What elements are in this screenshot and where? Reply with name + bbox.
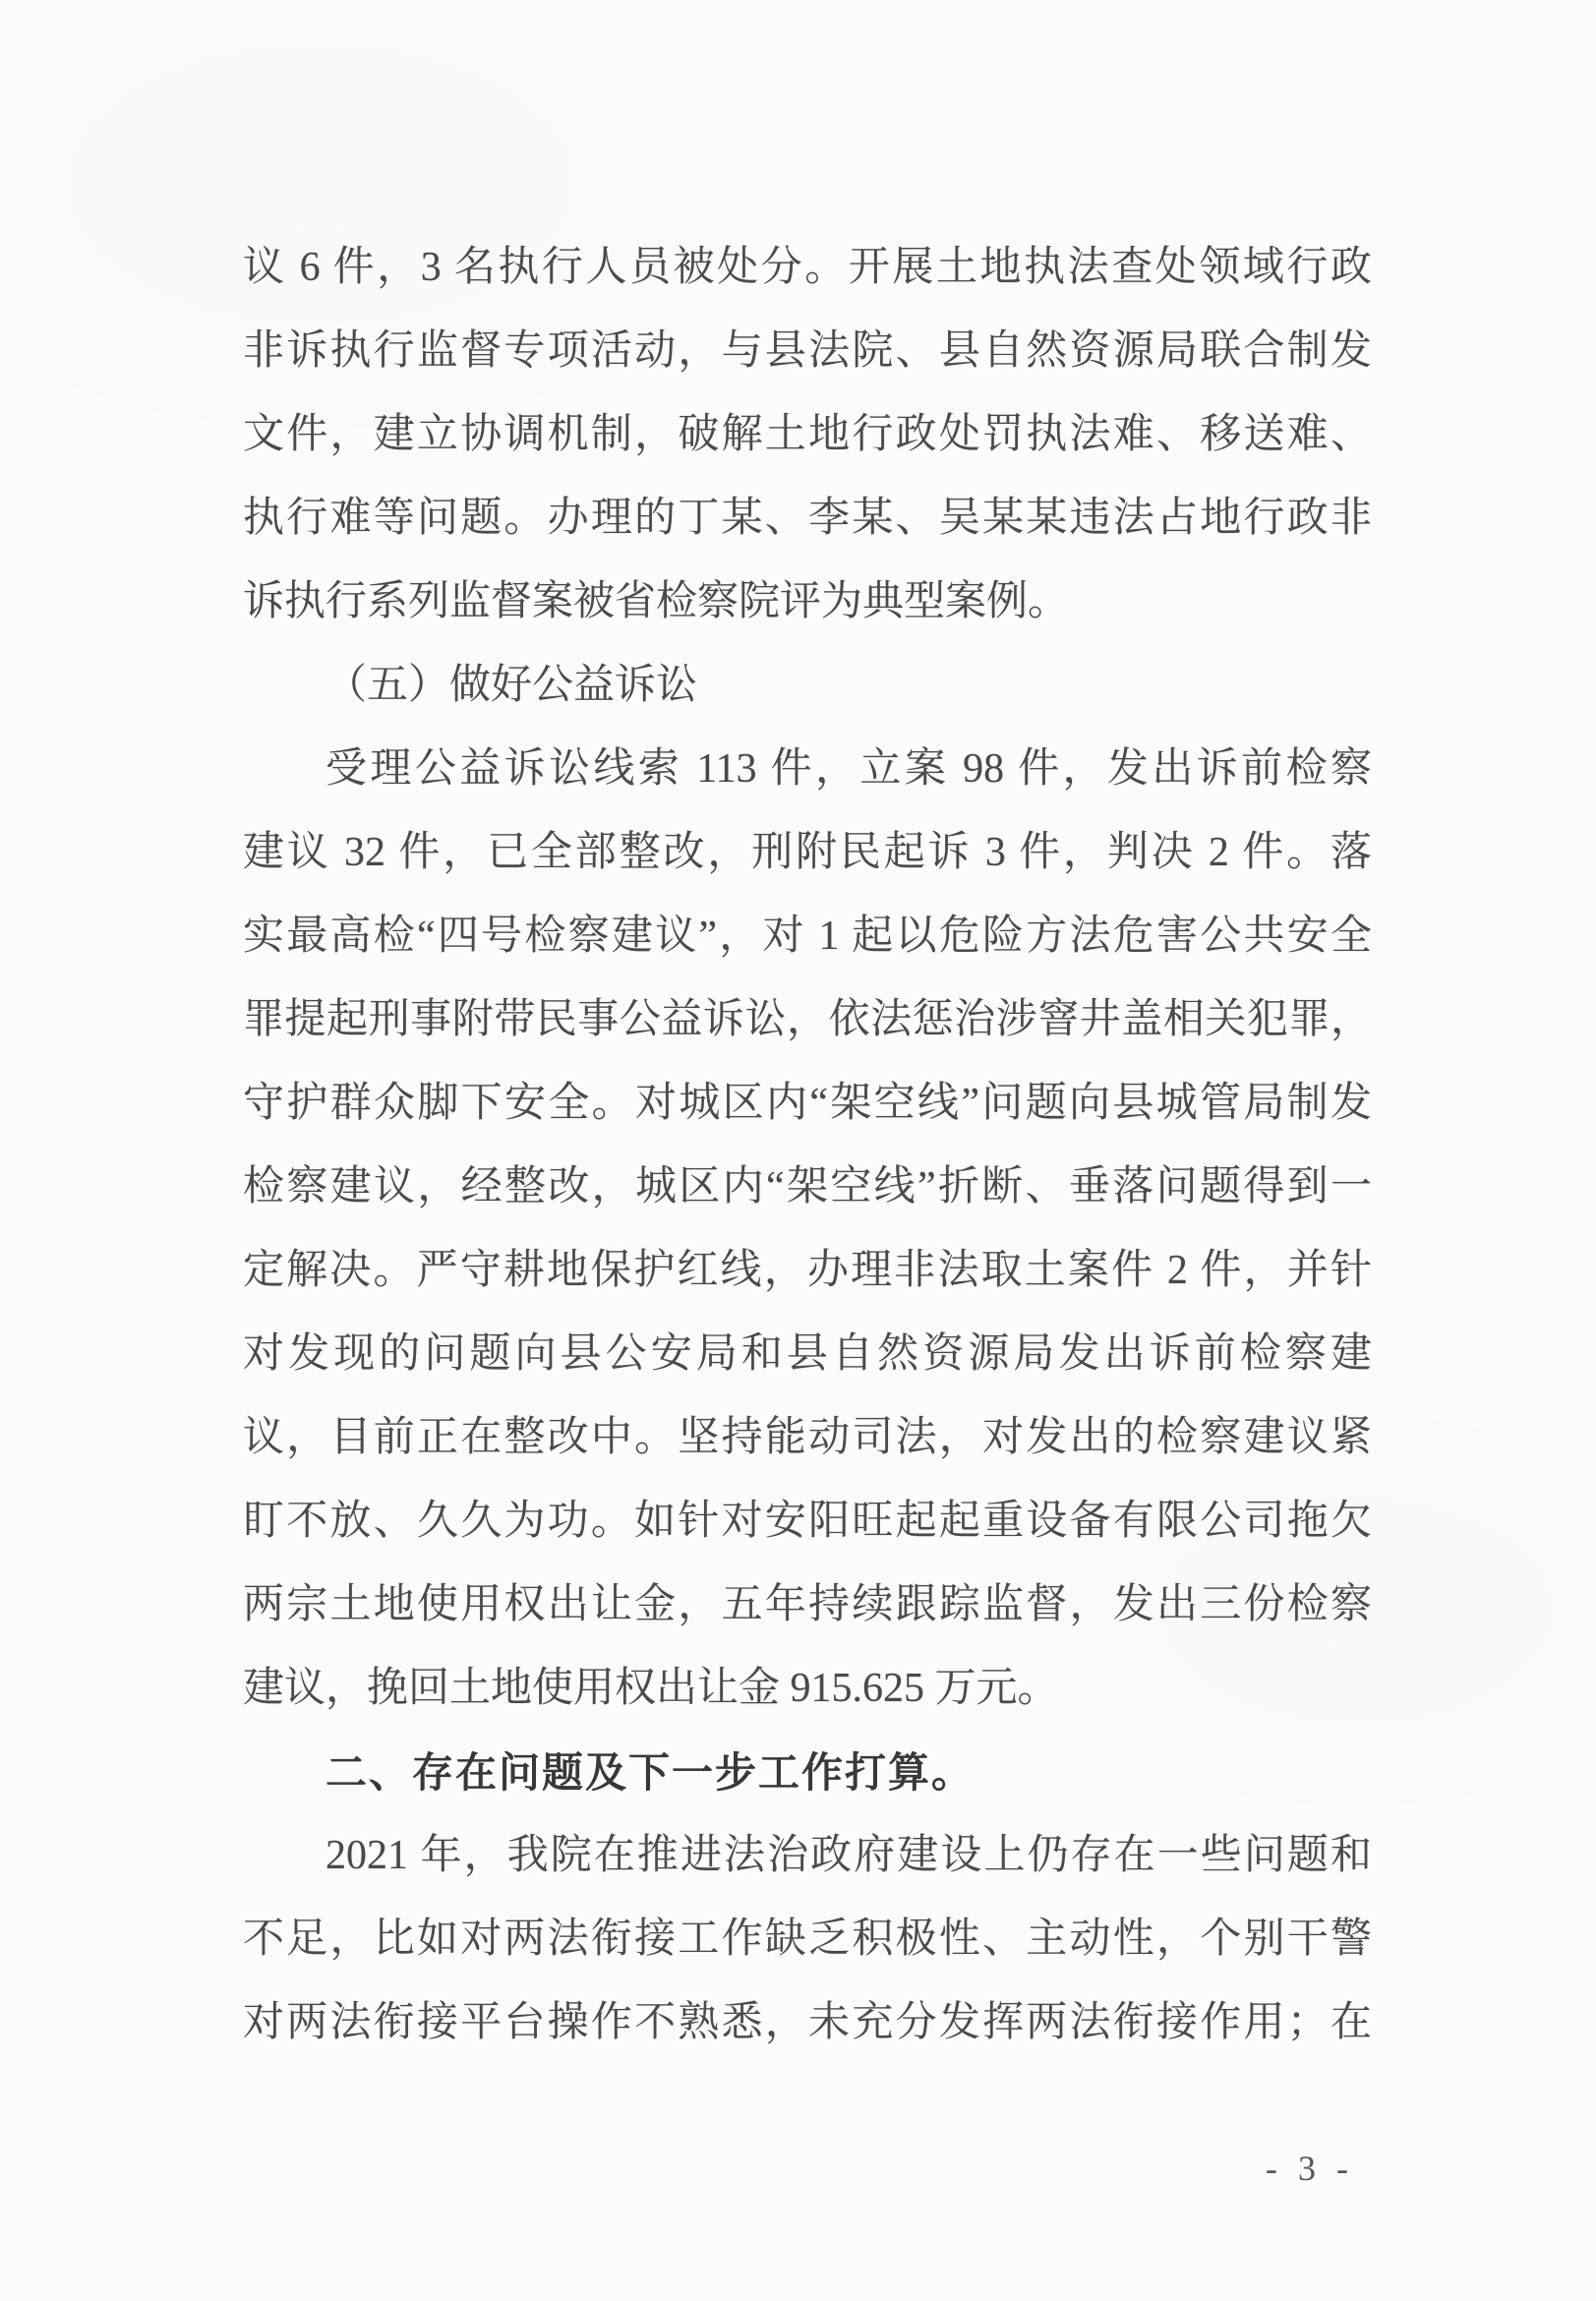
text-line: 2021 年，我院在推进法治政府建设上仍存在一些问题和: [325, 1833, 1372, 1878]
text-line: 检察建议，经整改，城区内“架空线”折断、垂落问题得到一: [243, 1164, 1372, 1210]
text-line: 两宗土地使用权出让金，五年持续跟踪监督，发出三份检察: [243, 1582, 1372, 1627]
text-line: 对两法衔接平台操作不熟悉，未充分发挥两法衔接作用；在: [243, 2000, 1372, 2045]
text-line: 受理公益诉讼线索 113 件，立案 98 件，发出诉前检察: [325, 746, 1372, 792]
text-line: 议，目前正在整改中。坚持能动司法，对发出的检察建议紧: [243, 1415, 1372, 1460]
text-line: 定解决。严守耕地保护红线，办理非法取土案件 2 件，并针: [243, 1248, 1372, 1293]
text-line: 盯不放、久久为功。如针对安阳旺起起重设备有限公司拖欠: [243, 1499, 1372, 1544]
text-line: 文件，建立协调机制，破解土地行政处罚执法难、移送难、: [243, 412, 1372, 457]
text-line: 罪提起刑事附带民事公益诉讼，依法惩治涉窨井盖相关犯罪，: [243, 997, 1372, 1042]
text-line: 诉执行系列监督案被省检察院评为典型案例。: [243, 579, 1070, 624]
text-line: 守护群众脚下安全。对城区内“架空线”问题向县城管局制发: [243, 1081, 1372, 1126]
text-line: 非诉执行监督专项活动，与县法院、县自然资源局联合制发: [243, 328, 1372, 374]
text-line: 执行难等问题。办理的丁某、李某、吴某某违法占地行政非: [243, 496, 1372, 541]
text-line: （五）做好公益诉讼: [325, 663, 698, 708]
section-heading: 二、存在问题及下一步工作打算。: [325, 1749, 975, 1796]
text-block: [243, 226, 1372, 2065]
text-line: 实最高检“四号检察建议”，对 1 起以危险方法危害公共安全: [243, 914, 1372, 959]
text-line: 建议，挽回土地使用权出让金 915.625 万元。: [243, 1666, 1059, 1711]
text-line: 议 6 件，3 名执行人员被处分。开展土地执法查处领域行政: [243, 245, 1372, 290]
text-line: 不足，比如对两法衔接工作缺乏积极性、主动性，个别干警: [243, 1917, 1372, 1962]
text-line: 建议 32 件，已全部整改，刑附民起诉 3 件，判决 2 件。落: [243, 830, 1372, 875]
text-line: 对发现的问题向县公安局和县自然资源局发出诉前检察建: [243, 1331, 1372, 1377]
page-number: - 3 -: [1266, 2149, 1354, 2188]
